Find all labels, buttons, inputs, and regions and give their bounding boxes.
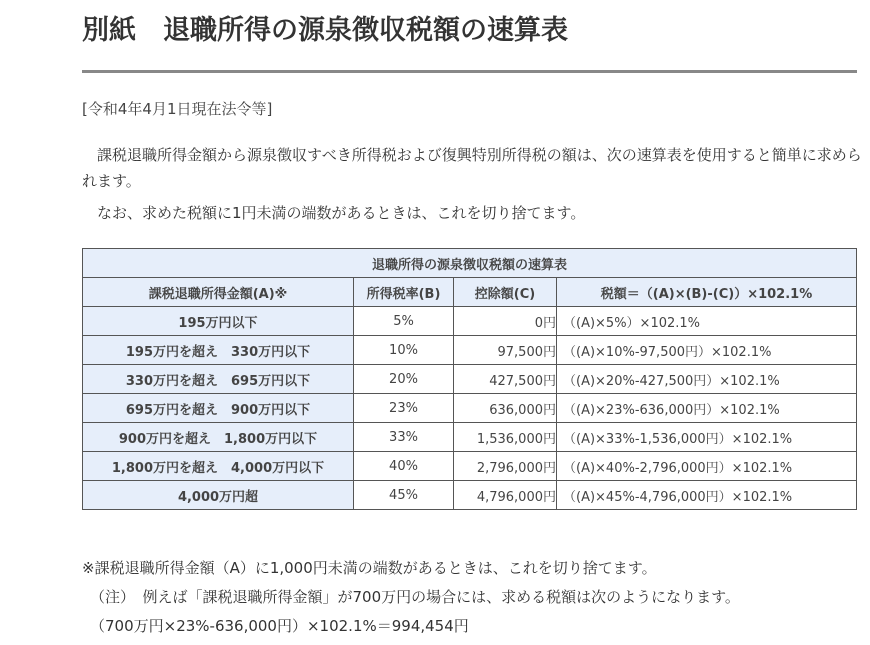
formula-cell: （(A)×23%-636,000円）×102.1% [557,394,857,423]
header-formula: 税額＝（(A)×(B)-(C)）×102.1% [557,278,857,307]
header-range: 課税退職所得金額(A)※ [83,278,354,307]
table-row [83,423,857,452]
range-cell: 195万円以下 [83,307,354,336]
header-deduction: 控除額(C) [454,278,557,307]
rounding-paragraph: なお、求めた税額に1円未満の端数があるときは、これを切り捨てます。 [97,204,586,222]
rate-cell: 45% [354,481,454,510]
range-cell: 195万円を超え 330万円以下 [83,336,354,365]
formula-cell: （(A)×5%）×102.1% [557,307,857,336]
formula-cell: （(A)×40%-2,796,000円）×102.1% [557,452,857,481]
intro-paragraph: 課税退職所得金額から源泉徴収すべき所得税および復興特別所得税の額は、次の速算表を使用すると簡単に求められます。 [82,146,862,190]
formula-cell: （(A)×45%-4,796,000円）×102.1% [557,481,857,510]
date-note: [令和4年4月1日現在法令等] [82,100,273,118]
table-row [83,481,857,510]
deduction-cell: 427,500円 [454,365,557,394]
tax-quick-calc-table [82,248,857,510]
table-row [83,336,857,365]
notes-section [82,554,862,641]
rate-cell: 23% [354,394,454,423]
header-rate: 所得税率(B) [354,278,454,307]
page-title: 別紙 退職所得の源泉徴収税額の速算表 [82,15,568,46]
example-note: （注） 例えば「課税退職所得金額」が700万円の場合には、求める税額は次のようになります。 [90,588,740,606]
table-row [83,452,857,481]
formula-cell: （(A)×20%-427,500円）×102.1% [557,365,857,394]
range-cell: 1,800万円を超え 4,000万円以下 [83,452,354,481]
rate-cell: 10% [354,336,454,365]
rate-cell: 33% [354,423,454,452]
deduction-cell: 636,000円 [454,394,557,423]
table-caption: 退職所得の源泉徴収税額の速算表 [83,249,857,278]
range-cell: 900万円を超え 1,800万円以下 [83,423,354,452]
range-cell: 695万円を超え 900万円以下 [83,394,354,423]
table-row [83,307,857,336]
deduction-cell: 4,796,000円 [454,481,557,510]
rate-cell: 40% [354,452,454,481]
formula-cell: （(A)×10%-97,500円）×102.1% [557,336,857,365]
deduction-cell: 97,500円 [454,336,557,365]
deduction-cell: 2,796,000円 [454,452,557,481]
asterisk-note: ※課税退職所得金額（A）に1,000円未満の端数があるときは、これを切り捨てます。 [82,559,657,577]
table-row [83,365,857,394]
deduction-cell: 1,536,000円 [454,423,557,452]
table-caption-row [83,249,857,278]
rate-cell: 20% [354,365,454,394]
rate-cell: 5% [354,307,454,336]
table-row [83,394,857,423]
range-cell: 330万円を超え 695万円以下 [83,365,354,394]
title-divider [82,70,857,73]
range-cell: 4,000万円超 [83,481,354,510]
example-calculation: （700万円×23%-636,000円）×102.1%＝994,454円 [90,617,469,635]
deduction-cell: 0円 [454,307,557,336]
formula-cell: （(A)×33%-1,536,000円）×102.1% [557,423,857,452]
table-header-row [83,278,857,307]
